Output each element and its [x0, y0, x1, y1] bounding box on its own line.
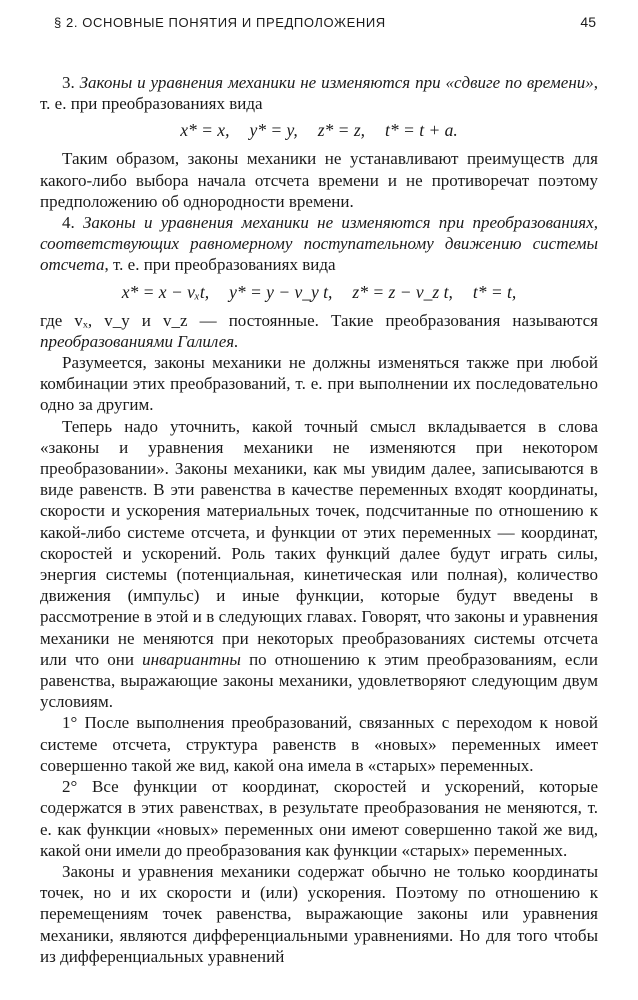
formula-1-y: y* = y,: [249, 120, 298, 141]
formula-1-z: z* = z,: [317, 120, 366, 141]
invariance-term: инвариантны: [142, 649, 241, 669]
item-4-paragraph: [40, 212, 598, 276]
item-3-paragraph: [40, 72, 598, 114]
book-page: [40, 14, 598, 967]
formula-1-t: t* = t + a.: [385, 120, 458, 141]
paragraph-combination: Разумеется, законы механики не должны изменяться также при любой комбинации этих преобразований, т. е. при выполнении их последовательно одно за другим.: [40, 353, 598, 415]
paragraph-galilean-definition: [40, 310, 598, 352]
item-3-number: 3.: [62, 73, 80, 92]
formula-2-y: y* = y − v_y t,: [229, 281, 333, 302]
formula-2-z: z* = z − v_z t,: [352, 281, 453, 302]
item-4-number: 4.: [62, 213, 84, 233]
formula-time-shift: [40, 119, 598, 141]
invariance-text-1: Теперь надо уточнить, какой точный смысл вкладывается в слова «законы и уравнения механики не изменяются при некотором преобразовании». Законы механики, как мы увидим далее, записываются в виде равенств. В эти равенства в качестве переменных входят координаты, скорости и ускорения материальных точек, подсчитанные по отношению к какой-либо системе отсчета, и функции от этих переменных — координат, скоростей и ускорений. Роль таких функций далее будут играть силы, энергия системы (потенциальная, кинетическая или полная), количество движения (импульс) и иные функции, которые будут введены в рассмотрение в этой и в следующих главах. Говорят, что законы и уравнения механики не меняются при некоторых преобразованиях системы отсчета или что они: [40, 416, 598, 669]
formula-1-x: x* = x,: [180, 120, 230, 141]
item-3-rest: , т. е. при преобразованиях вида: [40, 73, 599, 114]
galilean-term: преобразованиями Галилея.: [40, 331, 239, 351]
condition-2-paragraph: 2° Все функции от координат, скоростей и ускорений, которые содержатся в этих равенствах, в результате преобразования не меняются, т. е. как функции «новых» переменных они имеют совершенно такой же вид, какой они имели до преобразования как функции «старых» переменных.: [40, 777, 598, 860]
item-4-rest: , т. е. при преобразованиях вида: [104, 255, 336, 275]
item-3-statement: Законы и уравнения механики не изменяются при «сдвиге по времени»: [79, 73, 594, 92]
page-number: 45: [580, 14, 596, 30]
condition-1-paragraph: 1° После выполнения преобразований, связанных с переходом к новой системе отсчета, структура равенств в «новых» переменных имеет совершенно такой же вид, какой она имела в «старых» переменных.: [40, 713, 598, 775]
paragraph-time-homogeneity: Таким образом, законы механики не устанавливают преимуществ для какого-либо выбора начала отсчета времени и не противоречат поэтому предположению об однородности времени.: [40, 149, 598, 211]
page-header: [40, 14, 598, 44]
formula-2-t: t* = t,: [472, 281, 517, 302]
item-4-statement: Законы и уравнения механики не изменяются при преобразованиях, соответствующих равномерному поступательному движению системы отсчета: [40, 213, 599, 275]
galilean-text: где vₓ, v_y и v_z — постоянные. Такие преобразования называются: [40, 310, 598, 330]
invariance-text-2: по отношению к этим преобразованиям, если равенства, выражающие законы механики, удовлетворяют следующим двум условиям.: [40, 649, 598, 712]
running-head: § 2. ОСНОВНЫЕ ПОНЯТИЯ И ПРЕДПОЛОЖЕНИЯ: [54, 15, 386, 30]
formula-2-x: x* = x − vₓt,: [121, 281, 210, 302]
paragraph-differential-equations: Законы и уравнения механики содержат обычно не только координаты точек, но и их скорости и (или) ускорения. Поэтому по отношению к перемещениям точек равенства, выражающие законы или уравнения механики, являются дифференциальными уравнениями. Но для того чтобы из дифференциальных уравнений: [40, 861, 598, 966]
formula-galilean: [40, 281, 598, 303]
paragraph-invariance: [40, 416, 598, 713]
